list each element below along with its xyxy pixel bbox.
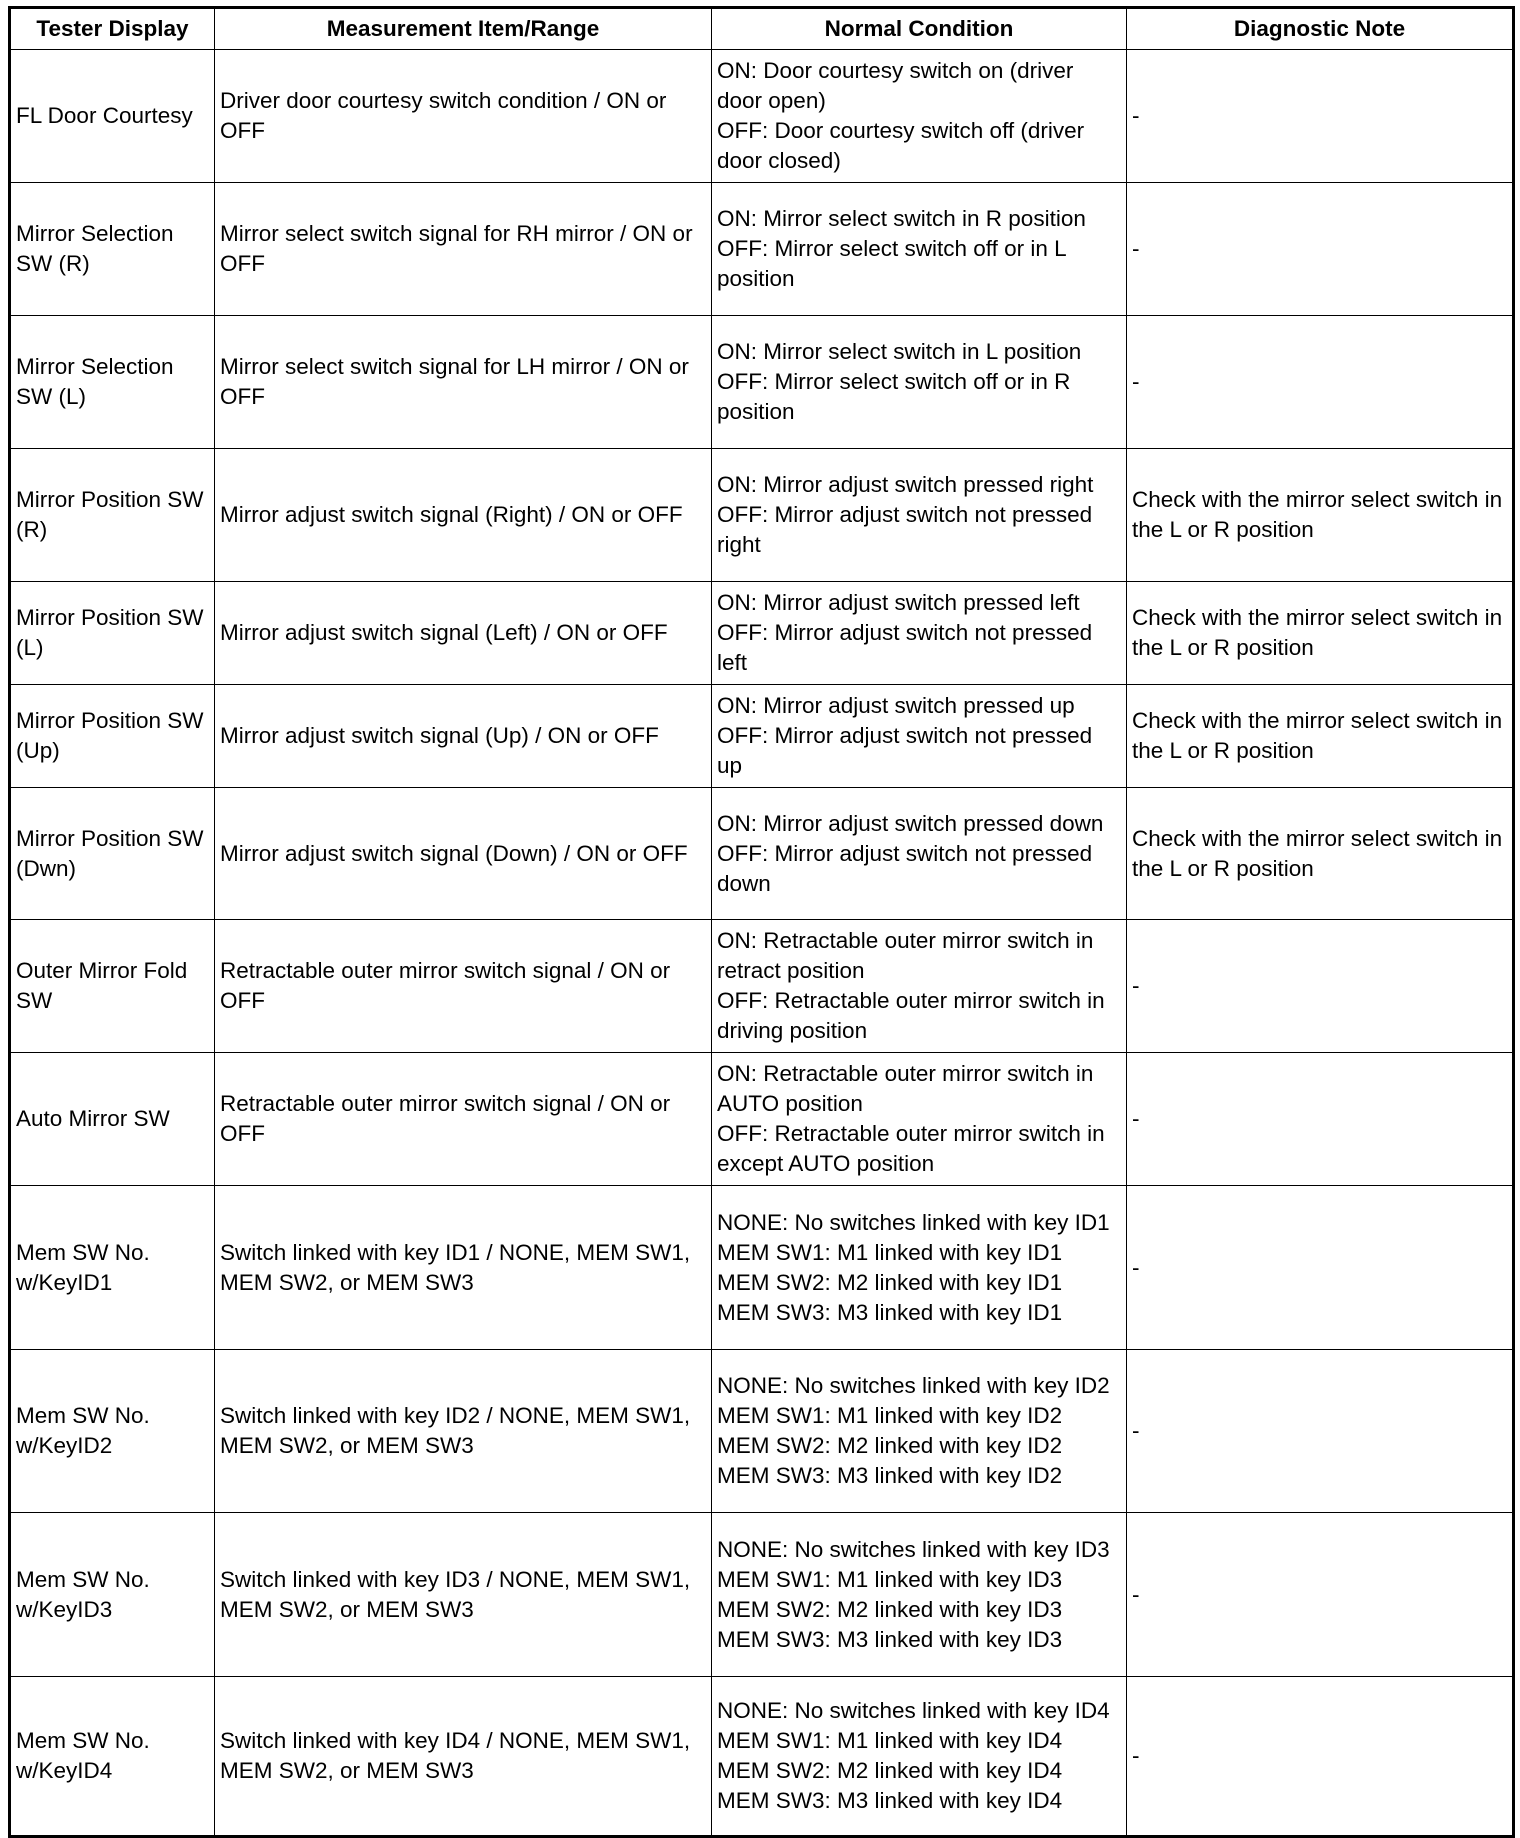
- cell-display: Mirror Selection SW (R): [10, 183, 215, 316]
- cell-display: Mem SW No. w/KeyID2: [10, 1350, 215, 1513]
- cell-note: -: [1127, 920, 1514, 1053]
- table-row: [10, 920, 1514, 1053]
- cell-normal: NONE: No switches linked with key ID4 MEM SW1: M1 linked with key ID4 MEM SW2: M2 linked with key ID4 MEM SW3: M3 linked with key ID4: [712, 1677, 1127, 1837]
- cell-note: -: [1127, 1350, 1514, 1513]
- table-row: [10, 1513, 1514, 1677]
- cell-display: Auto Mirror SW: [10, 1053, 215, 1186]
- cell-note: -: [1127, 183, 1514, 316]
- cell-note: -: [1127, 50, 1514, 183]
- cell-display: Mem SW No. w/KeyID3: [10, 1513, 215, 1677]
- cell-normal: ON: Mirror adjust switch pressed left OFF: Mirror adjust switch not pressed left: [712, 582, 1127, 685]
- cell-item: Retractable outer mirror switch signal / ON or OFF: [215, 920, 712, 1053]
- tester-display-table: [8, 6, 1515, 1838]
- cell-display: Mem SW No. w/KeyID4: [10, 1677, 215, 1837]
- header-row: [10, 8, 1514, 50]
- cell-item: Mirror adjust switch signal (Down) / ON or OFF: [215, 788, 712, 920]
- table-row: [10, 50, 1514, 183]
- cell-item: Switch linked with key ID2 / NONE, MEM SW1, MEM SW2, or MEM SW3: [215, 1350, 712, 1513]
- table-row: [10, 316, 1514, 449]
- cell-display: Mem SW No. w/KeyID1: [10, 1186, 215, 1350]
- cell-normal: NONE: No switches linked with key ID3 MEM SW1: M1 linked with key ID3 MEM SW2: M2 linked with key ID3 MEM SW3: M3 linked with key ID3: [712, 1513, 1127, 1677]
- cell-item: Mirror adjust switch signal (Right) / ON or OFF: [215, 449, 712, 582]
- cell-item: Mirror select switch signal for LH mirror / ON or OFF: [215, 316, 712, 449]
- cell-note: Check with the mirror select switch in the L or R position: [1127, 685, 1514, 788]
- cell-note: -: [1127, 1053, 1514, 1186]
- cell-display: Mirror Position SW (Dwn): [10, 788, 215, 920]
- table-row: [10, 1677, 1514, 1837]
- cell-item: Switch linked with key ID3 / NONE, MEM SW1, MEM SW2, or MEM SW3: [215, 1513, 712, 1677]
- table-row: [10, 183, 1514, 316]
- cell-item: Switch linked with key ID1 / NONE, MEM SW1, MEM SW2, or MEM SW3: [215, 1186, 712, 1350]
- cell-normal: ON: Mirror select switch in R position OFF: Mirror select switch off or in L position: [712, 183, 1127, 316]
- table-row: [10, 582, 1514, 685]
- cell-note: -: [1127, 1513, 1514, 1677]
- cell-display: Outer Mirror Fold SW: [10, 920, 215, 1053]
- table-row: [10, 788, 1514, 920]
- cell-normal: NONE: No switches linked with key ID1 MEM SW1: M1 linked with key ID1 MEM SW2: M2 linked with key ID1 MEM SW3: M3 linked with key ID1: [712, 1186, 1127, 1350]
- cell-item: Mirror adjust switch signal (Left) / ON or OFF: [215, 582, 712, 685]
- cell-normal: ON: Mirror adjust switch pressed up OFF: Mirror adjust switch not pressed up: [712, 685, 1127, 788]
- cell-note: -: [1127, 1677, 1514, 1837]
- table-row: [10, 1053, 1514, 1186]
- table-row: [10, 1186, 1514, 1350]
- cell-normal: ON: Door courtesy switch on (driver door open) OFF: Door courtesy switch off (driver door closed): [712, 50, 1127, 183]
- cell-note: -: [1127, 1186, 1514, 1350]
- header-normal-condition: Normal Condition: [712, 8, 1127, 50]
- cell-normal: ON: Mirror adjust switch pressed down OFF: Mirror adjust switch not pressed down: [712, 788, 1127, 920]
- header-tester-display: Tester Display: [10, 8, 215, 50]
- cell-item: Mirror adjust switch signal (Up) / ON or OFF: [215, 685, 712, 788]
- header-measurement-item: Measurement Item/Range: [215, 8, 712, 50]
- cell-display: Mirror Selection SW (L): [10, 316, 215, 449]
- cell-note: Check with the mirror select switch in the L or R position: [1127, 449, 1514, 582]
- cell-item: Mirror select switch signal for RH mirror / ON or OFF: [215, 183, 712, 316]
- cell-normal: ON: Mirror select switch in L position OFF: Mirror select switch off or in R position: [712, 316, 1127, 449]
- cell-normal: NONE: No switches linked with key ID2 MEM SW1: M1 linked with key ID2 MEM SW2: M2 linked with key ID2 MEM SW3: M3 linked with key ID2: [712, 1350, 1127, 1513]
- cell-display: Mirror Position SW (Up): [10, 685, 215, 788]
- cell-item: Retractable outer mirror switch signal / ON or OFF: [215, 1053, 712, 1186]
- cell-item: Driver door courtesy switch condition / ON or OFF: [215, 50, 712, 183]
- cell-normal: ON: Mirror adjust switch pressed right OFF: Mirror adjust switch not pressed right: [712, 449, 1127, 582]
- header-diagnostic-note: Diagnostic Note: [1127, 8, 1514, 50]
- cell-item: Switch linked with key ID4 / NONE, MEM SW1, MEM SW2, or MEM SW3: [215, 1677, 712, 1837]
- cell-normal: ON: Retractable outer mirror switch in retract position OFF: Retractable outer mirror switch in driving position: [712, 920, 1127, 1053]
- cell-display: FL Door Courtesy: [10, 50, 215, 183]
- cell-note: -: [1127, 316, 1514, 449]
- cell-note: Check with the mirror select switch in the L or R position: [1127, 788, 1514, 920]
- cell-display: Mirror Position SW (R): [10, 449, 215, 582]
- cell-display: Mirror Position SW (L): [10, 582, 215, 685]
- table-row: [10, 449, 1514, 582]
- table-row: [10, 685, 1514, 788]
- cell-note: Check with the mirror select switch in the L or R position: [1127, 582, 1514, 685]
- table-row: [10, 1350, 1514, 1513]
- cell-normal: ON: Retractable outer mirror switch in AUTO position OFF: Retractable outer mirror switch in except AUTO position: [712, 1053, 1127, 1186]
